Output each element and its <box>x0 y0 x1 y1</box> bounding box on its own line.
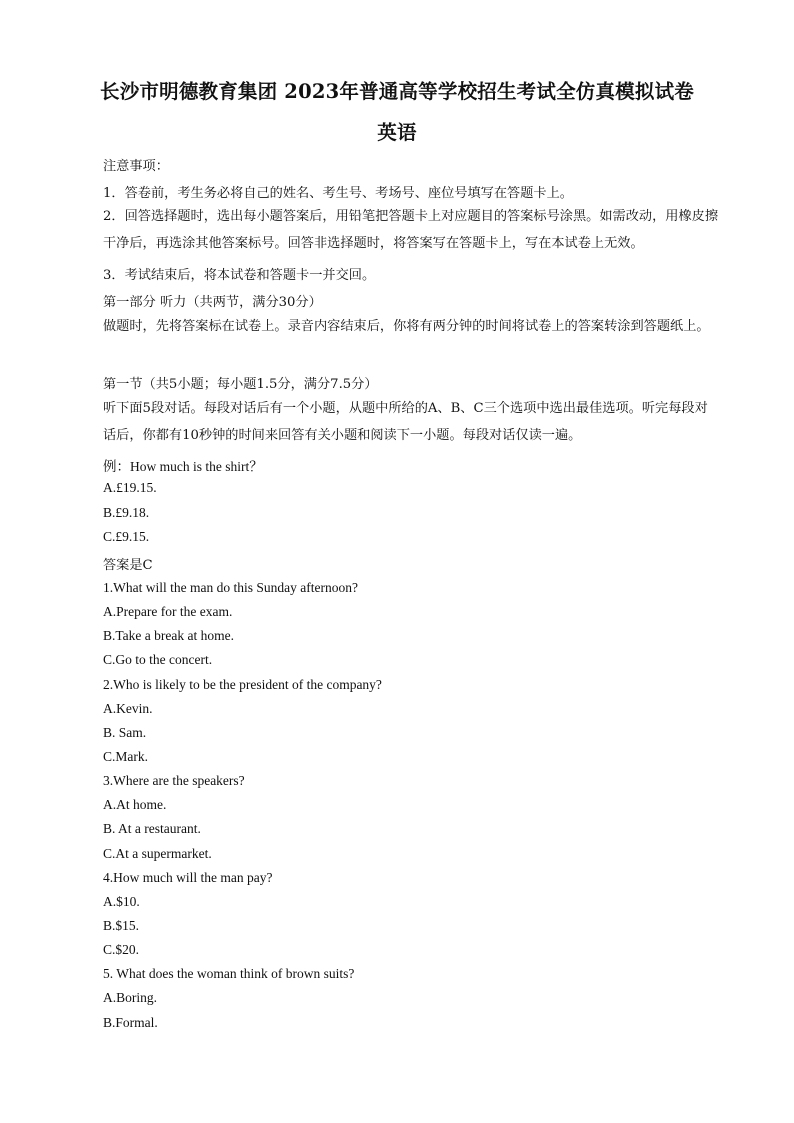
part1-instruction: 做题时，先将答案标在试卷上。录音内容结束后，你将有两分钟的时间将试卷上的答案转涂到答题纸上。 <box>103 319 710 334</box>
notice-heading: 注意事项： <box>103 159 169 174</box>
notice-item-1: 1．答卷前，考生务必将自己的姓名、考生号、考场号、座位号填写在答题卡上。 <box>103 186 573 201</box>
q4-option-c: C.$20. <box>103 942 140 957</box>
q5-option-a: A.Boring. <box>103 990 157 1005</box>
q1-option-b: B.Take a break at home. <box>103 628 234 643</box>
q3-option-a: A.At home. <box>103 797 167 812</box>
q3-option-c: C.At a supermarket. <box>103 846 212 861</box>
notice-item-3: 3．考试结束后，将本试卷和答题卡一并交回。 <box>103 268 376 283</box>
example-option-b: B.£9.18. <box>103 505 150 520</box>
q2-option-b: B. Sam. <box>103 725 147 740</box>
question-4: 4.How much will the man pay? <box>103 870 273 885</box>
q5-option-b: B.Formal. <box>103 1015 158 1030</box>
q2-option-a: A.Kevin. <box>103 701 153 716</box>
example-option-a: A.£19.15. <box>103 480 157 495</box>
question-1: 1.What will the man do this Sunday afternoon? <box>103 580 358 595</box>
part1-heading: 第一部分 听力（共两节，满分30分） <box>103 295 322 310</box>
q1-option-c: C.Go to the concert. <box>103 652 213 667</box>
notice-item-2: 2．回答选择题时，选出每小题答案后，用铅笔把答题卡上对应题目的答案标号涂黑。如需改动，用橡皮擦干净后，再选涂其他答案标号。回答非选择题时，将答案写在答题卡上，写在本试卷上无效。 <box>103 209 719 251</box>
section1-heading: 第一节（共5小题；每小题1.5分，满分7.5分） <box>103 377 378 392</box>
question-5: 5. What does the woman think of brown suits? <box>103 966 355 981</box>
question-3: 3.Where are the speakers? <box>103 773 245 788</box>
section1-instruction: 听下面5段对话。每段对话后有一个小题，从题中所给的A、B、C三个选项中选出最佳选项。听完每段对话后，你都有10秒钟的时间来回答有关小题和阅读下一小题。每段对话仅读一遍。 <box>103 401 708 443</box>
exam-title: 长沙市明德教育集团 2023年普通高等学校招生考试全仿真模拟试卷 <box>100 80 694 103</box>
subject-title: 英语 <box>377 121 417 144</box>
example-question: 例：How much is the shirt？ <box>103 459 263 474</box>
example-option-c: C.£9.15. <box>103 529 150 544</box>
question-2: 2.Who is likely to be the president of the company? <box>103 677 382 692</box>
q4-option-b: B.$15. <box>103 918 140 933</box>
q2-option-c: C.Mark. <box>103 749 148 764</box>
example-answer: 答案是C <box>103 558 153 573</box>
q1-option-a: A.Prepare for the exam. <box>103 604 233 619</box>
q3-option-b: B. At a restaurant. <box>103 821 201 836</box>
q4-option-a: A.$10. <box>103 894 140 909</box>
